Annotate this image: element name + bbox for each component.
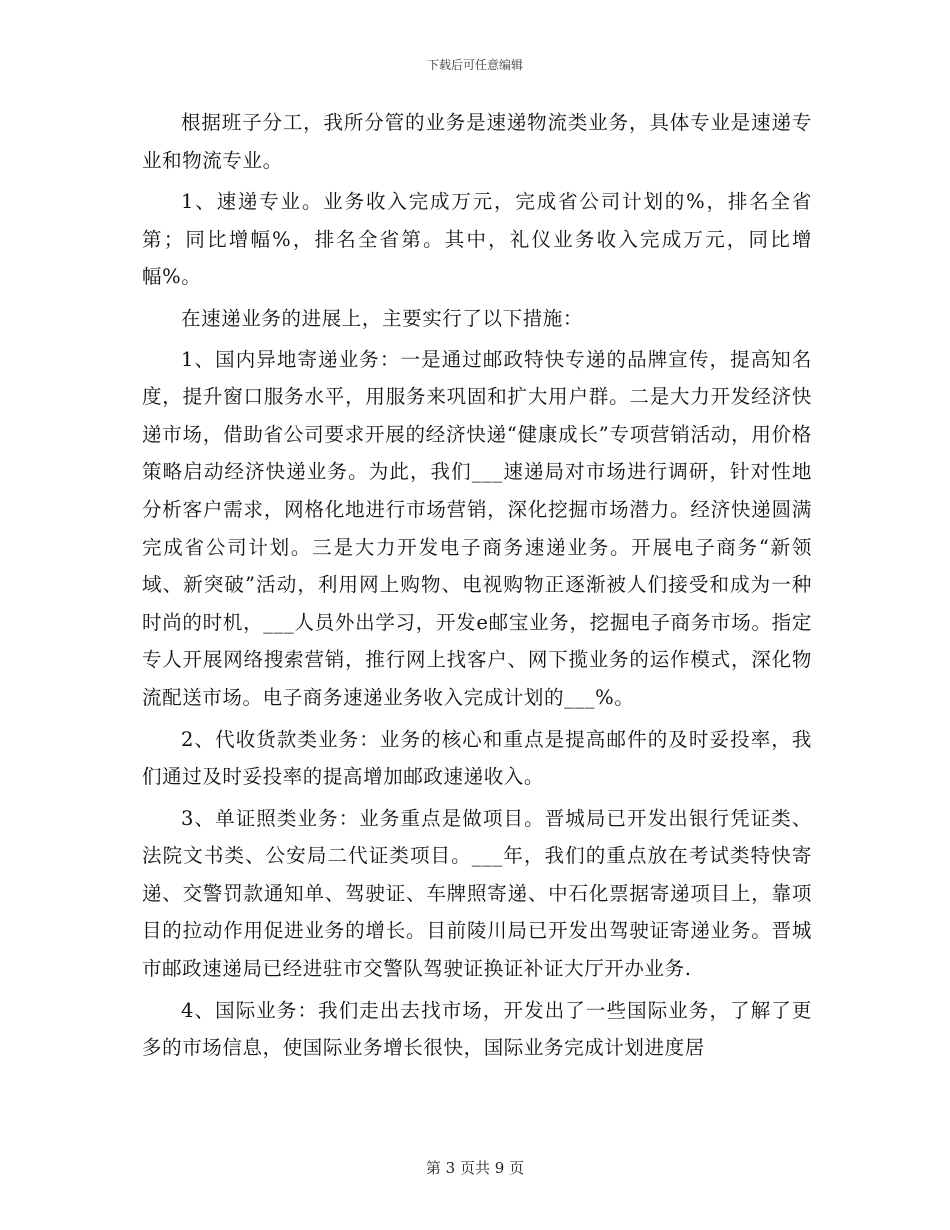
paragraph-cod-business: 2、代收货款类业务：业务的核心和重点是提高邮件的及时妥投率，我们通过及时妥投率的提高增加邮政速递收入。	[142, 727, 812, 789]
paragraph-international-business: 4、国际业务：我们走出去找市场，开发出了一些国际业务，了解了更多的市场信息，使国际业务增长很快，国际业务完成计划进度居	[142, 998, 812, 1060]
paragraph-domestic-delivery: 1、国内异地寄递业务：一是通过邮政特快专递的品牌宣传，提高知名度，提升窗口服务水平，用服务来巩固和扩大用户群。二是大力开发经济快递市场，借助省公司要求开展的经济快递“健康成长”专项营销活动，用价格策略启动经济快递业务。为此，我们___速递局对市场进行调研，针对性地分析客户需求，网格化地进行市场营销，深化挖掘市场潜力。经济快递圆满完成省公司计划。三是大力开发电子商务速递业务。开展电子商务“新领域、新突破”活动，利用网上购物、电视购物正逐渐被人们接受和成为一种时尚的时机，___人员外出学习，开发e邮宝业务，挖掘电子商务市场。指定专人开展网络搜索营销，推行网上找客户、网下揽业务的运作模式，深化物流配送市场。电子商务速递业务收入完成计划的___%。	[142, 347, 812, 709]
paragraph-documents-business: 3、单证照类业务：业务重点是做项目。晋城局已开发出银行凭证类、法院文书类、公安局二代证类项目。___年，我们的重点放在考试类特快寄递、交警罚款通知单、驾驶证、车牌照寄递、中石化票据寄递项目上，靠项目的拉动作用促进业务的增长。目前陵川局已开发出驾驶证寄递业务。晋城市邮政速递局已经进驻市交警队驾驶证换证补证大厅开办业务.	[142, 806, 812, 981]
paragraph-measures-intro: 在速递业务的进展上，主要实行了以下措施：	[181, 306, 584, 330]
page-number-footer: 第 3 页共 9 页	[425, 1159, 525, 1177]
paragraph-express-specialty: 1、速递专业。业务收入完成万元，完成省公司计划的%，排名全省第；同比增幅%，排名全省第。其中，礼仪业务收入完成万元，同比增幅%。	[142, 190, 812, 289]
paragraph-division-of-duties: 根据班子分工，我所分管的业务是速递物流类业务，具体专业是速递专业和物流专业。	[142, 111, 812, 172]
page-header: 下载后可任意编辑	[426, 58, 523, 72]
document-body	[142, 104, 812, 1067]
